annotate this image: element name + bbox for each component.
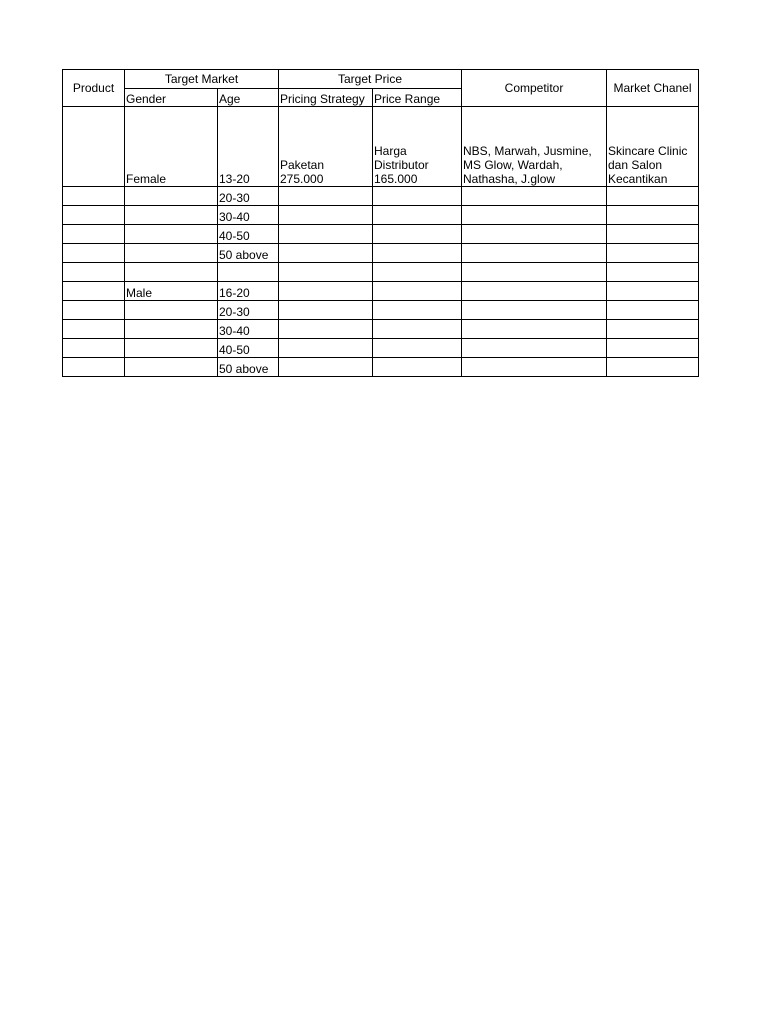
cell-age: 16-20 bbox=[218, 282, 279, 301]
header-target-market: Target Market bbox=[125, 70, 279, 89]
table-row bbox=[63, 225, 699, 244]
cell-gender bbox=[125, 320, 218, 339]
cell-competitor bbox=[462, 206, 607, 225]
table-row bbox=[63, 187, 699, 206]
cell-age: 40-50 bbox=[218, 339, 279, 358]
header-target-price: Target Price bbox=[279, 70, 462, 89]
cell-pricing-strategy bbox=[279, 358, 373, 377]
cell-market-chanel bbox=[607, 263, 699, 282]
cell-age: 40-50 bbox=[218, 225, 279, 244]
price-range-line: Distributor bbox=[374, 158, 429, 172]
cell-age: 50 above bbox=[218, 358, 279, 377]
cell-price-range bbox=[373, 206, 462, 225]
market-chanel-line: Skincare Clinic bbox=[608, 144, 688, 158]
table-row bbox=[63, 206, 699, 225]
cell-gender bbox=[125, 244, 218, 263]
cell-gender bbox=[125, 301, 218, 320]
cell-gender bbox=[125, 187, 218, 206]
cell-competitor bbox=[462, 282, 607, 301]
cell-pricing-strategy bbox=[279, 244, 373, 263]
table-row bbox=[63, 282, 699, 301]
competitor-line: NBS, Marwah, Jusmine, bbox=[463, 144, 592, 158]
market-table bbox=[62, 69, 699, 377]
cell-competitor bbox=[462, 263, 607, 282]
cell-pricing-strategy bbox=[279, 187, 373, 206]
header-market-chanel: Market Chanel bbox=[607, 70, 699, 107]
table-row bbox=[63, 320, 699, 339]
cell-pricing-strategy bbox=[279, 282, 373, 301]
cell-product bbox=[63, 263, 125, 282]
cell-age: 30-40 bbox=[218, 206, 279, 225]
cell-age: 20-30 bbox=[218, 187, 279, 206]
cell-competitor bbox=[462, 320, 607, 339]
cell-price-range bbox=[373, 282, 462, 301]
cell-price-range bbox=[373, 263, 462, 282]
header-competitor: Competitor bbox=[462, 70, 607, 107]
pricing-strategy-line: 275.000 bbox=[280, 172, 324, 186]
cell-product bbox=[63, 301, 125, 320]
header-pricing-strategy: Pricing Strategy bbox=[279, 89, 373, 107]
cell-product bbox=[63, 282, 125, 301]
cell-pricing-strategy bbox=[279, 107, 373, 187]
cell-product bbox=[63, 225, 125, 244]
cell-price-range bbox=[373, 320, 462, 339]
cell-competitor bbox=[462, 358, 607, 377]
cell-market-chanel bbox=[607, 107, 699, 187]
competitor-line: Nathasha, J.glow bbox=[463, 172, 556, 186]
header-gender: Gender bbox=[125, 89, 218, 107]
cell-pricing-strategy bbox=[279, 301, 373, 320]
cell-market-chanel bbox=[607, 339, 699, 358]
cell-gender bbox=[125, 206, 218, 225]
cell-pricing-strategy bbox=[279, 339, 373, 358]
header-price-range: Price Range bbox=[373, 89, 462, 107]
cell-age bbox=[218, 263, 279, 282]
cell-gender: Male bbox=[125, 282, 218, 301]
cell-product bbox=[63, 187, 125, 206]
cell-pricing-strategy bbox=[279, 320, 373, 339]
table-row bbox=[63, 358, 699, 377]
cell-competitor bbox=[462, 225, 607, 244]
cell-price-range bbox=[373, 187, 462, 206]
cell-product bbox=[63, 339, 125, 358]
competitor-line: MS Glow, Wardah, bbox=[463, 158, 563, 172]
price-range-line: 165.000 bbox=[374, 172, 418, 186]
cell-competitor bbox=[462, 187, 607, 206]
cell-gender bbox=[125, 263, 218, 282]
cell-market-chanel bbox=[607, 244, 699, 263]
cell-competitor bbox=[462, 339, 607, 358]
cell-competitor bbox=[462, 244, 607, 263]
cell-competitor bbox=[462, 301, 607, 320]
cell-gender bbox=[125, 358, 218, 377]
cell-market-chanel bbox=[607, 187, 699, 206]
cell-price-range bbox=[373, 107, 462, 187]
header-age: Age bbox=[218, 89, 279, 107]
cell-product bbox=[63, 320, 125, 339]
cell-gender bbox=[125, 339, 218, 358]
cell-price-range bbox=[373, 301, 462, 320]
cell-age: 30-40 bbox=[218, 320, 279, 339]
cell-price-range bbox=[373, 358, 462, 377]
cell-price-range bbox=[373, 225, 462, 244]
cell-age: 13-20 bbox=[218, 107, 279, 187]
cell-pricing-strategy bbox=[279, 206, 373, 225]
cell-market-chanel bbox=[607, 282, 699, 301]
pricing-strategy-line: Paketan bbox=[280, 158, 325, 172]
cell-market-chanel bbox=[607, 206, 699, 225]
cell-age: 50 above bbox=[218, 244, 279, 263]
cell-gender: Female bbox=[125, 107, 218, 187]
cell-competitor bbox=[462, 107, 607, 187]
cell-price-range bbox=[373, 244, 462, 263]
cell-market-chanel bbox=[607, 358, 699, 377]
cell-product bbox=[63, 206, 125, 225]
cell-pricing-strategy bbox=[279, 225, 373, 244]
cell-gender bbox=[125, 225, 218, 244]
cell-age: 20-30 bbox=[218, 301, 279, 320]
table-row bbox=[63, 301, 699, 320]
cell-product bbox=[63, 244, 125, 263]
market-chanel-line: dan Salon bbox=[608, 158, 663, 172]
cell-market-chanel bbox=[607, 301, 699, 320]
header-row-1 bbox=[63, 70, 699, 89]
cell-pricing-strategy bbox=[279, 263, 373, 282]
cell-price-range bbox=[373, 339, 462, 358]
cell-market-chanel bbox=[607, 320, 699, 339]
cell-product bbox=[63, 358, 125, 377]
table-row-female bbox=[63, 107, 699, 187]
header-product: Product bbox=[63, 70, 125, 107]
table-row bbox=[63, 339, 699, 358]
table-row bbox=[63, 244, 699, 263]
price-range-line: Harga bbox=[374, 144, 407, 158]
cell-product bbox=[63, 107, 125, 187]
cell-market-chanel bbox=[607, 225, 699, 244]
table-row bbox=[63, 263, 699, 282]
market-chanel-line: Kecantikan bbox=[608, 172, 668, 186]
